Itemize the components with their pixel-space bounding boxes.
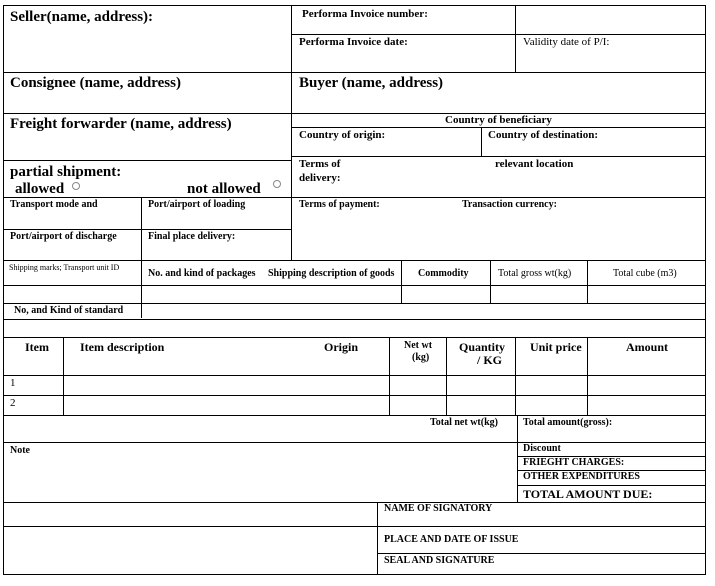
total-amount-label: Total amount(gross): xyxy=(523,417,613,428)
terms-delivery-label-1: Terms of xyxy=(299,158,341,170)
allowed-radio[interactable] xyxy=(72,182,80,190)
unit-price-header: Unit price xyxy=(530,340,582,354)
terms-payment-label: Terms of payment: xyxy=(299,199,380,210)
country-destination-label: Country of destination: xyxy=(488,129,599,141)
signatory-name-label: NAME OF SIGNATORY xyxy=(384,503,493,514)
discount-label: Discount xyxy=(523,443,561,454)
not-allowed-label: not allowed xyxy=(187,181,261,197)
not-allowed-radio[interactable] xyxy=(273,180,281,188)
terms-delivery-label-2: delivery: xyxy=(299,172,341,184)
port-loading-label: Port/airport of loading xyxy=(148,199,246,210)
packages-label: No. and kind of packages xyxy=(148,268,256,279)
invoice-date-label: Performa Invoice date: xyxy=(299,36,408,48)
row-number-1: 1 xyxy=(10,377,16,389)
amount-header: Amount xyxy=(626,340,669,354)
freight-charges-label: FRIEGHT CHARGES: xyxy=(523,457,625,468)
transport-mode-label: Transport mode and xyxy=(10,199,98,210)
quantity-header-2: / KG xyxy=(477,353,503,367)
validity-label: Validity date of P/I: xyxy=(523,36,610,48)
shipping-marks-label: Shipping marks; Transport unit ID xyxy=(9,263,120,272)
total-net-label: Total net wt(kg) xyxy=(430,417,498,428)
partial-shipment-label: partial shipment: xyxy=(10,164,122,180)
relevant-location-label: relevant location xyxy=(495,158,574,170)
port-discharge-label: Port/airport of discharge xyxy=(10,231,117,242)
country-beneficiary-label: Country of beneficiary xyxy=(445,114,552,126)
total-gross-label: Total gross wt(kg) xyxy=(498,268,572,279)
standard-label: No, and Kind of standard xyxy=(14,305,124,316)
place-date-issue-label: PLACE AND DATE OF ISSUE xyxy=(384,534,519,545)
seal-signature-label: SEAL AND SIGNATURE xyxy=(384,555,495,566)
freight-forwarder-label: Freight forwarder (name, address) xyxy=(10,116,232,132)
allowed-label: allowed xyxy=(15,181,65,197)
note-label: Note xyxy=(10,445,30,456)
country-origin-label: Country of origin: xyxy=(299,129,386,141)
total-amount-due-label: TOTAL AMOUNT DUE: xyxy=(523,487,653,501)
quantity-header-1: Quantity xyxy=(459,340,506,354)
origin-header: Origin xyxy=(324,340,359,354)
shipping-description-label: Shipping description of goods xyxy=(268,268,395,279)
total-cube-label: Total cube (m3) xyxy=(613,268,677,279)
net-wt-header-1: Net wt xyxy=(404,340,433,351)
item-description-header: Item description xyxy=(80,340,165,354)
transaction-currency-label: Transaction currency: xyxy=(462,199,557,210)
other-expenditures-label: OTHER EXPENDITURES xyxy=(523,471,640,482)
final-place-label: Final place delivery: xyxy=(148,231,236,242)
invoice-number-label: Performa Invoice number: xyxy=(302,8,428,20)
commodity-label: Commodity xyxy=(418,268,469,279)
buyer-label: Buyer (name, address) xyxy=(299,75,444,91)
row-number-2: 2 xyxy=(10,397,16,409)
consignee-label: Consignee (name, address) xyxy=(10,75,181,91)
seller-label: Seller(name, address): xyxy=(10,9,154,25)
net-wt-header-2: (kg) xyxy=(412,352,430,363)
item-header: Item xyxy=(25,340,49,354)
